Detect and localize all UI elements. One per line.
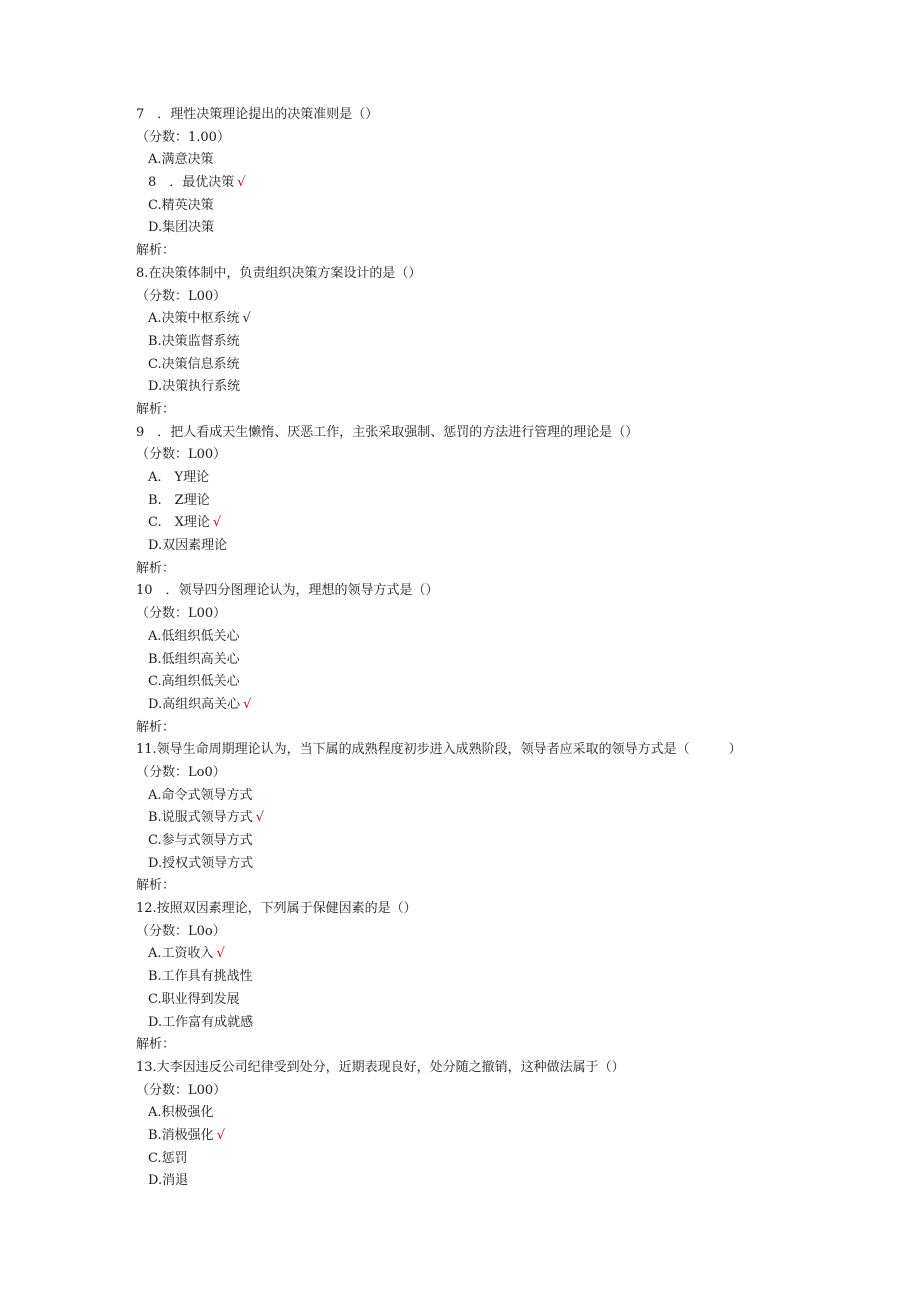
question-block [0, 898, 920, 1057]
option [0, 467, 920, 490]
option-text: A.积极强化 [148, 1105, 214, 1121]
option-text: A. Y理论 [148, 470, 210, 485]
option-text: C.决策信息系统 [148, 356, 240, 372]
option-correct [0, 308, 920, 331]
check-mark-icon: √ [212, 515, 222, 531]
check-mark-icon: √ [243, 696, 252, 712]
option [0, 830, 920, 853]
option [0, 626, 920, 649]
option-text: D.决策执行系统 [148, 379, 241, 395]
question-stem: 10 ．领导四分图理论认为，理想的领导方式是（） [136, 583, 439, 599]
analysis-label: 解析： [136, 560, 176, 576]
option [0, 490, 920, 513]
check-mark-icon: √ [242, 311, 251, 327]
question-block [0, 422, 920, 581]
option-text: C.高组织低关心 [148, 674, 240, 690]
option-text: D.双因素理论 [148, 538, 228, 554]
analysis-label: 解析： [136, 878, 176, 894]
option [0, 354, 920, 377]
option-text: B.决策监督系统 [148, 333, 240, 349]
question-score: （分数：L00） [136, 447, 227, 463]
option-text: B.工作具有挑战性 [148, 969, 253, 985]
option-correct [0, 807, 920, 830]
option [0, 1102, 920, 1125]
analysis-label: 解析： [136, 401, 176, 417]
check-mark-icon: √ [255, 810, 264, 826]
option-correct [0, 172, 920, 195]
option [0, 649, 920, 672]
analysis-label: 解析： [136, 243, 176, 259]
option-text: D.消退 [148, 1173, 189, 1189]
option-text: A.满意决策 [148, 152, 214, 168]
question-score: （分数：L00） [136, 606, 227, 622]
question-score: （分数：L0o） [136, 923, 226, 939]
question-score: （分数：1.00） [136, 129, 230, 145]
option [0, 785, 920, 808]
option [0, 989, 920, 1012]
option-text: A.命令式领导方式 [148, 787, 253, 803]
option-text: A.工资收入 [148, 946, 214, 962]
option [0, 149, 920, 172]
option [0, 217, 920, 240]
option-text: A.决策中枢系统 [148, 311, 240, 327]
question-stem: 11.领导生命周期理论认为，当下属的成熟程度初步进入成熟阶段，领导者应采取的领导方式是（ ） [136, 742, 742, 758]
option-correct [0, 694, 920, 717]
question-score: （分数：L00） [136, 288, 227, 304]
option-text: C.精英决策 [148, 197, 214, 213]
check-mark-icon: √ [237, 175, 246, 191]
analysis-label: 解析： [136, 1037, 176, 1053]
question-list [0, 104, 920, 1193]
question-stem: 8.在决策体制中，负责组织决策方案设计的是（） [136, 265, 422, 281]
option-text: C.惩罚 [148, 1150, 188, 1166]
question-block [0, 1057, 920, 1193]
question-block [0, 580, 920, 739]
option-correct [0, 1125, 920, 1148]
option-text: C.参与式领导方式 [148, 833, 253, 848]
analysis-label: 解析： [136, 719, 176, 735]
option [0, 671, 920, 694]
question-stem: 9 ．把人看成天生懒惰、厌恶工作，主张采取强制、惩罚的方法进行管理的理论是（） [136, 424, 639, 440]
question-block [0, 739, 920, 898]
option-correct [0, 943, 920, 966]
option [0, 1148, 920, 1171]
question-stem: 13.大李因违反公司纪律受到处分，近期表现良好，处分随之撤销，这种做法属于（） [136, 1059, 625, 1075]
option [0, 195, 920, 218]
option-text: D.集团决策 [148, 220, 215, 236]
option [0, 376, 920, 399]
option [0, 966, 920, 989]
question-score: （分数：Lo0） [136, 764, 226, 780]
option-text: B.消极强化 [148, 1127, 214, 1143]
option-text: B.低组织高关心 [148, 651, 240, 667]
option-text: C. X理论 [148, 515, 210, 531]
option-text: D.工作富有成就感 [148, 1014, 254, 1030]
option-text: D.高组织高关心 [148, 696, 241, 712]
question-stem: 12.按照双因素理论，下列属于保健因素的是（） [136, 901, 417, 917]
option-text: D.授权式领导方式 [148, 855, 254, 871]
option [0, 853, 920, 876]
question-score: （分数：L00） [136, 1082, 227, 1098]
check-mark-icon: √ [216, 1127, 225, 1143]
option-text: 8 ．最优决策 [148, 175, 235, 191]
question-stem: 7 ．理性决策理论提出的决策准则是（） [136, 107, 379, 122]
option [0, 1170, 920, 1193]
option [0, 535, 920, 558]
check-mark-icon: √ [216, 946, 225, 962]
question-block [0, 104, 920, 263]
option-text: C.职业得到发展 [148, 991, 240, 1007]
question-block [0, 263, 920, 422]
option [0, 331, 920, 354]
option-text: B.说服式领导方式 [148, 810, 253, 826]
option-text: B. Z理论 [148, 492, 210, 508]
option-correct [0, 512, 920, 535]
option-text: A.低组织低关心 [148, 628, 240, 644]
option [0, 1012, 920, 1035]
